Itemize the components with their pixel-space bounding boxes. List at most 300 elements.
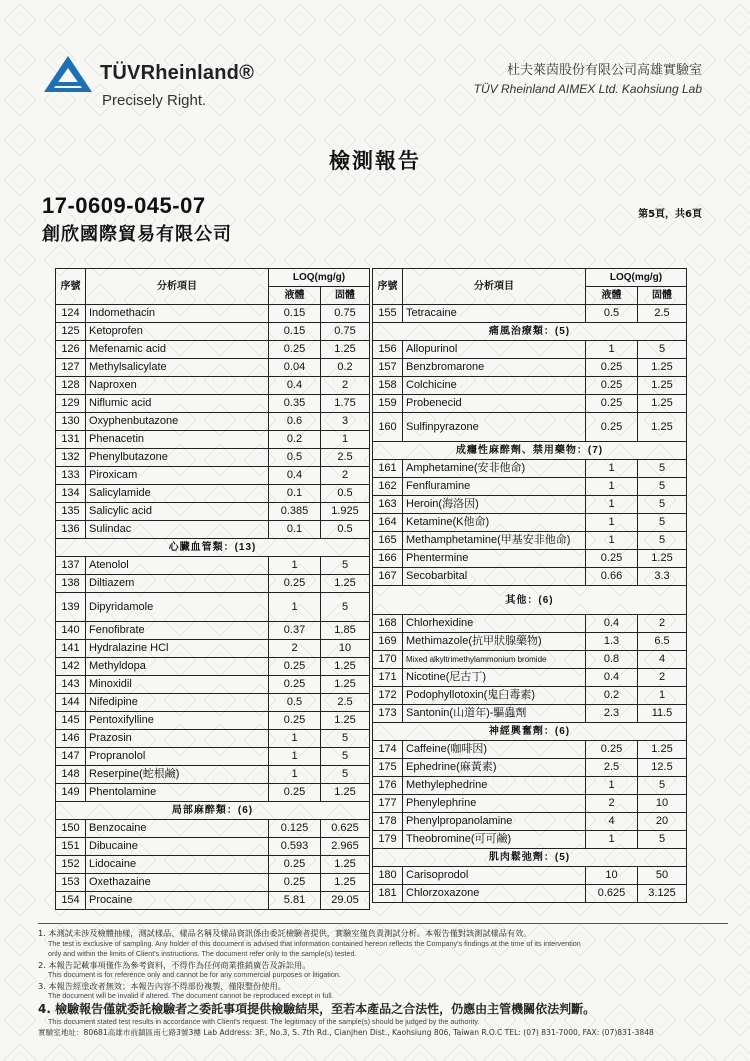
section-row: [56, 802, 370, 820]
loq-liquid: 1: [269, 730, 321, 748]
row-number: 154: [56, 892, 86, 910]
loq-liquid: 0.25: [586, 550, 638, 568]
loq-solid: 1.25: [321, 658, 370, 676]
table-row: [56, 575, 370, 593]
loq-liquid: 2: [586, 795, 638, 813]
analyte-name: Fenofibrate: [86, 622, 269, 640]
row-number: 151: [56, 838, 86, 856]
loq-liquid: 1: [586, 478, 638, 496]
row-number: 164: [373, 514, 403, 532]
loq-liquid: 0.25: [269, 341, 321, 359]
table-row: [373, 651, 687, 669]
loq-solid: 10: [321, 640, 370, 658]
table-row: [56, 766, 370, 784]
loq-liquid: 0.1: [269, 521, 321, 539]
loq-table-right: [372, 268, 687, 903]
row-number: 127: [56, 359, 86, 377]
company-name: 創欣國際貿易有限公司: [42, 224, 232, 245]
loq-liquid: 0.25: [269, 676, 321, 694]
table-row: [373, 341, 687, 359]
analyte-name: Methimazole(抗甲狀腺藥物): [403, 633, 586, 651]
analyte-name: Oxethazaine: [86, 874, 269, 892]
lab-info: [474, 62, 702, 98]
loq-liquid: 0.25: [269, 658, 321, 676]
row-number: 176: [373, 777, 403, 795]
table-row: [373, 305, 687, 323]
table-row: [56, 413, 370, 431]
loq-solid: 0.5: [321, 521, 370, 539]
loq-liquid: 4: [586, 813, 638, 831]
analyte-name: Phentermine: [403, 550, 586, 568]
table-row: [56, 838, 370, 856]
analyte-name: Pentoxifylline: [86, 712, 269, 730]
loq-liquid: 0.25: [586, 413, 638, 442]
loq-solid: 2: [321, 377, 370, 395]
row-number: 136: [56, 521, 86, 539]
row-number: 125: [56, 323, 86, 341]
section-row: [373, 323, 687, 341]
row-number: 157: [373, 359, 403, 377]
row-number: 133: [56, 467, 86, 485]
table-row: [373, 514, 687, 532]
loq-liquid: 0.385: [269, 503, 321, 521]
loq-liquid: 0.37: [269, 622, 321, 640]
loq-solid: 1.25: [321, 575, 370, 593]
loq-solid: 2.5: [321, 449, 370, 467]
report-number: 17-0609-045-07: [42, 193, 206, 218]
brand-name: TÜVRheinland®: [100, 62, 255, 84]
analyte-name: Reserpine(蛇根鹼): [86, 766, 269, 784]
row-number: 137: [56, 557, 86, 575]
loq-liquid: 0.25: [586, 377, 638, 395]
row-number: 170: [373, 651, 403, 669]
loq-solid: 1.25: [638, 377, 687, 395]
loq-solid: 0.625: [321, 820, 370, 838]
loq-solid: 2: [321, 467, 370, 485]
analyte-name: Fenfluramine: [403, 478, 586, 496]
section-label: 心臟血管類：(13): [56, 539, 370, 557]
loq-liquid: 0.04: [269, 359, 321, 377]
loq-solid: 1.25: [321, 676, 370, 694]
row-number: 155: [373, 305, 403, 323]
table-row: [56, 503, 370, 521]
loq-solid: 0.75: [321, 323, 370, 341]
loq-liquid: 0.5: [269, 694, 321, 712]
row-number: 174: [373, 741, 403, 759]
loq-liquid: 0.1: [269, 485, 321, 503]
row-number: 126: [56, 341, 86, 359]
section-label: 神經興奮劑：(6): [373, 723, 687, 741]
analyte-name: Phenylbutazone: [86, 449, 269, 467]
loq-liquid: 0.25: [586, 741, 638, 759]
note-3-en: The document will be invalid if altered. The document cannot be reproduced except in full.: [48, 991, 334, 1000]
table-row: [373, 687, 687, 705]
loq-liquid: 1: [269, 766, 321, 784]
section-row: [373, 586, 687, 615]
table-row: [56, 449, 370, 467]
row-number: 135: [56, 503, 86, 521]
col-header-solid: 固體: [638, 287, 687, 305]
row-number: 173: [373, 705, 403, 723]
loq-solid: 5: [638, 496, 687, 514]
analyte-name: Methylephedrine: [403, 777, 586, 795]
tuv-logo: [42, 50, 255, 110]
table-row: [373, 478, 687, 496]
loq-solid: 1.25: [321, 341, 370, 359]
lab-name-zh: 杜夫萊茵股份有限公司高雄實驗室: [506, 63, 702, 78]
table-row: [373, 460, 687, 478]
loq-solid: 5: [638, 532, 687, 550]
row-number: 171: [373, 669, 403, 687]
row-number: 148: [56, 766, 86, 784]
note-4-en: This document stated test results in accordance with Client's request. The legitimacy of the sample(s) should be judged by the authority.: [48, 1016, 480, 1026]
analyte-name: Ketamine(K他命): [403, 514, 586, 532]
loq-liquid: 2.5: [586, 759, 638, 777]
analyte-name: Propranolol: [86, 748, 269, 766]
section-label: 其他：(6): [373, 586, 687, 615]
loq-solid: 1: [321, 431, 370, 449]
col-header-item: 分析項目: [403, 269, 586, 305]
row-number: 147: [56, 748, 86, 766]
loq-solid: 2.965: [321, 838, 370, 856]
loq-solid: 3: [321, 413, 370, 431]
loq-solid: 1.75: [321, 395, 370, 413]
loq-liquid: 5.81: [269, 892, 321, 910]
analyte-name: Heroin(海洛因): [403, 496, 586, 514]
loq-solid: 2.5: [321, 694, 370, 712]
table-row: [373, 885, 687, 903]
loq-solid: 1.25: [321, 784, 370, 802]
loq-solid: 1.25: [321, 874, 370, 892]
col-header-loq: LOQ(mg/g): [269, 269, 370, 287]
loq-liquid: 0.8: [586, 651, 638, 669]
analyte-name: Diltiazem: [86, 575, 269, 593]
analyte-name: Dibucaine: [86, 838, 269, 856]
analyte-name: Allopurinol: [403, 341, 586, 359]
loq-liquid: 0.5: [586, 305, 638, 323]
loq-liquid: 1: [269, 593, 321, 622]
loq-liquid: 1: [586, 831, 638, 849]
row-number: 141: [56, 640, 86, 658]
row-number: 180: [373, 867, 403, 885]
row-number: 131: [56, 431, 86, 449]
analyte-name: Lidocaine: [86, 856, 269, 874]
loq-solid: 5: [321, 557, 370, 575]
loq-solid: 0.5: [321, 485, 370, 503]
analyte-name: Hydralazine HCl: [86, 640, 269, 658]
note-1-en-a: The test is exclusive of sampling. Any holder of this document is advised that information contained hereon reflects the Company's findings at the time of its intervention: [48, 938, 581, 948]
loq-liquid: 0.15: [269, 305, 321, 323]
table-row: [373, 795, 687, 813]
notes-divider: [38, 923, 728, 924]
note-4: 4. 檢驗報告僅就委託檢驗者之委託事項提供檢驗結果，至若本產品之合法性，仍應由主管機關依法判斷。: [38, 1001, 596, 1016]
loq-liquid: 1: [586, 341, 638, 359]
loq-liquid: 0.2: [269, 431, 321, 449]
analyte-name: Sulfinpyrazone: [403, 413, 586, 442]
loq-liquid: 0.593: [269, 838, 321, 856]
loq-solid: 5: [321, 748, 370, 766]
analyte-name: Ketoprofen: [86, 323, 269, 341]
table-row: [373, 377, 687, 395]
section-row: [373, 723, 687, 741]
table-row: [56, 467, 370, 485]
loq-solid: 1.25: [638, 550, 687, 568]
table-row: [373, 669, 687, 687]
loq-liquid: 10: [586, 867, 638, 885]
row-number: 132: [56, 449, 86, 467]
loq-solid: 5: [321, 766, 370, 784]
note-1-en-b: only and within the limits of Client's instructions. The document refer only to the sample(s) tested.: [48, 949, 357, 958]
table-row: [56, 784, 370, 802]
loq-solid: 5: [321, 730, 370, 748]
loq-solid: 10: [638, 795, 687, 813]
table-row: [56, 341, 370, 359]
lab-address: 實驗室地址：80681高雄市前鎮區南七路3號3樓 Lab Address: 3F., No.3, S. 7th Rd., Cianjhen Dist., Kaohsiung 806, Taiwan R.O.C TEL: (07) 831-7000, FAX: (07)831-3848: [38, 1028, 654, 1037]
loq-table-left: [55, 268, 370, 910]
table-row: [373, 615, 687, 633]
analyte-name: Piroxicam: [86, 467, 269, 485]
loq-liquid: 1: [586, 514, 638, 532]
row-number: 177: [373, 795, 403, 813]
analyte-name: Chlorzoxazone: [403, 885, 586, 903]
loq-liquid: 0.25: [269, 712, 321, 730]
table-row: [373, 759, 687, 777]
analyte-name: Methylsalicylate: [86, 359, 269, 377]
table-row: [373, 867, 687, 885]
col-header-item: 分析項目: [86, 269, 269, 305]
table-row: [56, 658, 370, 676]
table-row: [56, 521, 370, 539]
table-row: [56, 694, 370, 712]
loq-solid: 6.5: [638, 633, 687, 651]
row-number: 142: [56, 658, 86, 676]
loq-liquid: 0.4: [586, 615, 638, 633]
table-row: [373, 532, 687, 550]
row-number: 162: [373, 478, 403, 496]
analyte-name: Oxyphenbutazone: [86, 413, 269, 431]
col-header-no: 序號: [373, 269, 403, 305]
table-row: [56, 485, 370, 503]
loq-solid: 1.85: [321, 622, 370, 640]
analyte-name: Secobarbital: [403, 568, 586, 586]
table-row: [373, 496, 687, 514]
loq-solid: 1.25: [638, 359, 687, 377]
analyte-name: Methamphetamine(甲基安非他命): [403, 532, 586, 550]
table-row: [56, 748, 370, 766]
brand-tagline: Precisely Right.: [102, 92, 207, 109]
loq-solid: 50: [638, 867, 687, 885]
loq-liquid: 1: [586, 460, 638, 478]
loq-solid: 3.125: [638, 885, 687, 903]
table-row: [56, 856, 370, 874]
row-number: 175: [373, 759, 403, 777]
loq-solid: 2.5: [638, 305, 687, 323]
table-row: [56, 640, 370, 658]
analyte-name: Phenylephrine: [403, 795, 586, 813]
table-row: [56, 323, 370, 341]
loq-solid: 12.5: [638, 759, 687, 777]
table-row: [56, 820, 370, 838]
table-row: [373, 741, 687, 759]
report-title: 檢測報告: [329, 148, 421, 173]
row-number: 144: [56, 694, 86, 712]
loq-liquid: 0.35: [269, 395, 321, 413]
row-number: 160: [373, 413, 403, 442]
analyte-name: Minoxidil: [86, 676, 269, 694]
table-row: [373, 777, 687, 795]
section-row: [56, 539, 370, 557]
row-number: 146: [56, 730, 86, 748]
row-number: 178: [373, 813, 403, 831]
analyte-name: Santonin(山道年)-驅蟲劑: [403, 705, 586, 723]
table-row: [56, 557, 370, 575]
row-number: 145: [56, 712, 86, 730]
table-row: [56, 712, 370, 730]
table-row: [373, 395, 687, 413]
section-label: 局部麻醉類：(6): [56, 802, 370, 820]
loq-solid: 1.25: [321, 856, 370, 874]
analyte-name: Dipyridamole: [86, 593, 269, 622]
loq-liquid: 2: [269, 640, 321, 658]
analyte-name: Podophyllotoxin(鬼臼毒素): [403, 687, 586, 705]
row-number: 168: [373, 615, 403, 633]
analyte-name: Phentolamine: [86, 784, 269, 802]
table-row: [56, 892, 370, 910]
loq-liquid: 0.66: [586, 568, 638, 586]
lab-name-en: TÜV Rheinland AIMEX Ltd. Kaohsiung Lab: [473, 82, 702, 96]
loq-solid: 5: [638, 460, 687, 478]
note-1: 1. 本測試未涉及檢體抽樣，測試樣品、樣品名稱及樣品資訊係由委託檢驗者提供，實驗室僅負責測試分析。本報告僅對該測試樣品有效。: [38, 928, 532, 938]
loq-solid: 1.25: [638, 741, 687, 759]
row-number: 166: [373, 550, 403, 568]
table-row: [373, 568, 687, 586]
analyte-name: Caffeine(咖啡因): [403, 741, 586, 759]
row-number: 159: [373, 395, 403, 413]
table-row: [56, 359, 370, 377]
row-number: 179: [373, 831, 403, 849]
analyte-name: Benzocaine: [86, 820, 269, 838]
analyte-name: Mixed alkyltrimethylammonium bromide: [403, 651, 586, 669]
row-number: 152: [56, 856, 86, 874]
row-number: 124: [56, 305, 86, 323]
note-2-en: This document is for reference only and cannot be for any commercial purposes or litigation.: [48, 970, 341, 979]
note-2: 2. 本報告記載事項僅作為參考資料，不得作為任何商業推銷廣告及訴訟用。: [38, 959, 311, 970]
section-label: 成癮性麻醉劑、禁用藥物：(7): [373, 442, 687, 460]
loq-liquid: 0.625: [586, 885, 638, 903]
loq-liquid: 0.25: [269, 874, 321, 892]
analyte-name: Ephedrine(麻黃素): [403, 759, 586, 777]
row-number: 140: [56, 622, 86, 640]
loq-liquid: 0.5: [269, 449, 321, 467]
loq-liquid: 0.25: [269, 784, 321, 802]
row-number: 158: [373, 377, 403, 395]
loq-liquid: 1: [269, 748, 321, 766]
analyte-name: Salicylamide: [86, 485, 269, 503]
table-row: [373, 705, 687, 723]
analyte-name: Salicylic acid: [86, 503, 269, 521]
note-3: 3. 本報告經塗改者無效；本報告內容不得部份複製，僅限整份使用。: [38, 980, 286, 991]
row-number: 165: [373, 532, 403, 550]
loq-solid: 5: [638, 831, 687, 849]
col-header-solid: 固體: [321, 287, 370, 305]
row-number: 156: [373, 341, 403, 359]
section-row: [373, 442, 687, 460]
table-row: [373, 550, 687, 568]
table-row: [56, 431, 370, 449]
loq-solid: 0.75: [321, 305, 370, 323]
loq-liquid: 1: [586, 777, 638, 795]
row-number: 134: [56, 485, 86, 503]
col-header-loq: LOQ(mg/g): [586, 269, 687, 287]
loq-solid: 2: [638, 615, 687, 633]
analyte-name: Procaine: [86, 892, 269, 910]
row-number: 181: [373, 885, 403, 903]
analyte-name: Naproxen: [86, 377, 269, 395]
analyte-name: Benzbromarone: [403, 359, 586, 377]
loq-solid: 1: [638, 687, 687, 705]
loq-solid: 2: [638, 669, 687, 687]
table-row: [56, 676, 370, 694]
row-number: 172: [373, 687, 403, 705]
loq-liquid: 0.15: [269, 323, 321, 341]
loq-solid: 29.05: [321, 892, 370, 910]
table-row: [56, 305, 370, 323]
section-label: 肌肉鬆弛劑：(5): [373, 849, 687, 867]
analyte-name: Theobromine(可可鹼): [403, 831, 586, 849]
col-header-no: 序號: [56, 269, 86, 305]
loq-liquid: 1.3: [586, 633, 638, 651]
analyte-name: Nifedipine: [86, 694, 269, 712]
analyte-name: Mefenamic acid: [86, 341, 269, 359]
analyte-name: Probenecid: [403, 395, 586, 413]
row-number: 167: [373, 568, 403, 586]
row-number: 161: [373, 460, 403, 478]
loq-liquid: 0.125: [269, 820, 321, 838]
loq-liquid: 1: [269, 557, 321, 575]
row-number: 130: [56, 413, 86, 431]
table-row: [56, 377, 370, 395]
loq-solid: 1.25: [321, 712, 370, 730]
table-row: [373, 359, 687, 377]
loq-solid: 0.2: [321, 359, 370, 377]
row-number: 129: [56, 395, 86, 413]
loq-liquid: 0.4: [269, 467, 321, 485]
col-header-liquid: 液體: [269, 287, 321, 305]
analyte-name: Phenylpropanolamine: [403, 813, 586, 831]
loq-solid: 5: [638, 478, 687, 496]
analyte-name: Prazosin: [86, 730, 269, 748]
analyte-name: Amphetamine(安非他命): [403, 460, 586, 478]
loq-solid: 5: [638, 341, 687, 359]
loq-liquid: 0.4: [269, 377, 321, 395]
loq-liquid: 0.25: [586, 395, 638, 413]
loq-solid: 1.25: [638, 395, 687, 413]
row-number: 169: [373, 633, 403, 651]
analyte-name: Sulindac: [86, 521, 269, 539]
loq-liquid: 0.4: [586, 669, 638, 687]
analyte-name: Chlorhexidine: [403, 615, 586, 633]
loq-solid: 20: [638, 813, 687, 831]
loq-liquid: 0.2: [586, 687, 638, 705]
table-row: [56, 874, 370, 892]
row-number: 128: [56, 377, 86, 395]
row-number: 143: [56, 676, 86, 694]
row-number: 138: [56, 575, 86, 593]
table-row: [373, 813, 687, 831]
table-row: [56, 622, 370, 640]
tuv-triangle-icon: [42, 54, 94, 94]
table-row: [56, 593, 370, 622]
